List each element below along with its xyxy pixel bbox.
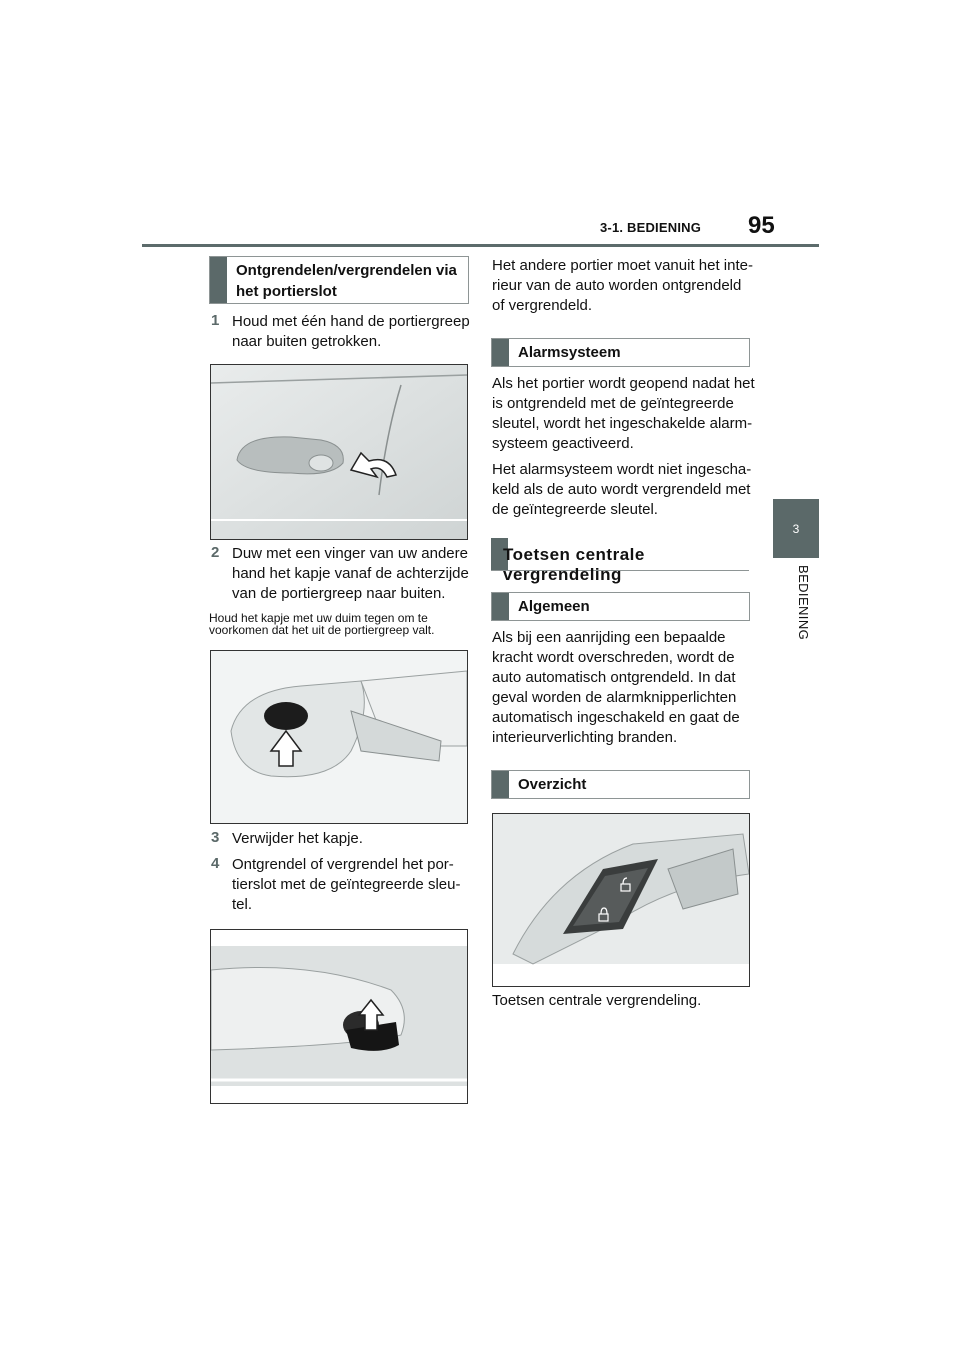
figure-caption: Toetsen centrale vergrendeling. — [492, 992, 702, 1009]
note-line-2: voorkomen dat het uit de portiergreep valt. — [209, 623, 435, 637]
figure-key-in-lock — [210, 929, 468, 1104]
step-number: 3 — [211, 829, 220, 846]
intro-line-1: Het andere portier moet vanuit het inte- — [492, 257, 753, 274]
step-number: 4 — [211, 855, 220, 872]
chapter-tab — [773, 499, 819, 558]
alarm-p2-line-2: keld als de auto wordt vergrendeld met — [492, 481, 751, 498]
step-4-line-2: tierslot met de geïntegreerde sleu- — [232, 876, 461, 893]
heading-central-locking-text: Toetsen centrale vergrendeling — [503, 545, 645, 584]
step-1-line-1: Houd met één hand de portiergreep — [232, 313, 470, 330]
note-line-1: Houd het kapje met uw duim tegen om te — [209, 611, 428, 625]
intro-line-2: rieur van de auto worden ontgrendeld — [492, 277, 742, 294]
heading-overview-text: Overzicht — [518, 776, 587, 793]
general-line-6: interieurverlichting branden. — [492, 729, 678, 746]
step-4-line-1: Ontgrendel of vergrendel het por- — [232, 856, 454, 873]
alarm-p1-line-3: sleutel, wordt het ingeschakelde alarm- — [492, 415, 753, 432]
heading-bar — [492, 339, 509, 366]
step-1-line-2: naar buiten getrokken. — [232, 333, 382, 350]
heading-bar — [492, 771, 509, 798]
chapter-number: 3 — [792, 521, 800, 536]
alarm-p2-line-1: Het alarmsysteem wordt niet ingescha- — [492, 461, 752, 478]
heading-alarm-text: Alarmsysteem — [518, 344, 621, 361]
figure-cap-push — [210, 650, 468, 824]
heading-door-lock — [209, 256, 469, 304]
alarm-p1-line-1: Als het portier wordt geopend nadat het — [492, 375, 755, 392]
general-line-2: kracht wordt overschreden, wordt de — [492, 649, 735, 666]
heading-general — [491, 592, 750, 621]
step-3-line-1: Verwijder het kapje. — [232, 830, 363, 847]
figure-central-locking-buttons — [492, 813, 750, 987]
general-line-3: auto automatisch ontgrendeld. In dat — [492, 669, 736, 686]
heading-bar — [210, 257, 227, 303]
step-2-line-1: Duw met een vinger van uw andere — [232, 545, 468, 562]
step-number: 1 — [211, 312, 220, 329]
general-line-4: geval worden de alarmknipperlichten — [492, 689, 737, 706]
header-rule — [142, 244, 819, 247]
general-line-1: Als bij een aanrijding een bepaalde — [492, 629, 726, 646]
section-title: 3-1. BEDIENING — [600, 220, 702, 235]
general-line-5: automatisch ingeschakeld en gaat de — [492, 709, 740, 726]
alarm-p1-line-4: systeem geactiveerd. — [492, 435, 634, 452]
figure-door-handle-pull — [210, 364, 468, 540]
step-2-line-3: van de portiergreep naar buiten. — [232, 585, 446, 602]
heading-overview — [491, 770, 750, 799]
heading-central-locking — [491, 538, 749, 584]
heading-alarm — [491, 338, 750, 367]
chapter-label: BEDIENING — [796, 565, 811, 641]
intro-line-3: of vergrendeld. — [492, 297, 593, 314]
step-4-line-3: tel. — [232, 896, 253, 913]
step-number: 2 — [211, 544, 220, 561]
alarm-p2-line-3: de geïntegreerde sleutel. — [492, 501, 658, 518]
heading-bar — [492, 593, 509, 620]
step-2-line-2: hand het kapje vanaf de achterzijde — [232, 565, 469, 582]
heading-door-lock-text: Ontgrendelen/vergrendelen via het portierslot — [236, 262, 457, 300]
alarm-p1-line-2: is ontgrendeld met de geïntegreerde — [492, 395, 734, 412]
heading-general-text: Algemeen — [518, 598, 590, 615]
page-number: 95 — [748, 212, 775, 239]
